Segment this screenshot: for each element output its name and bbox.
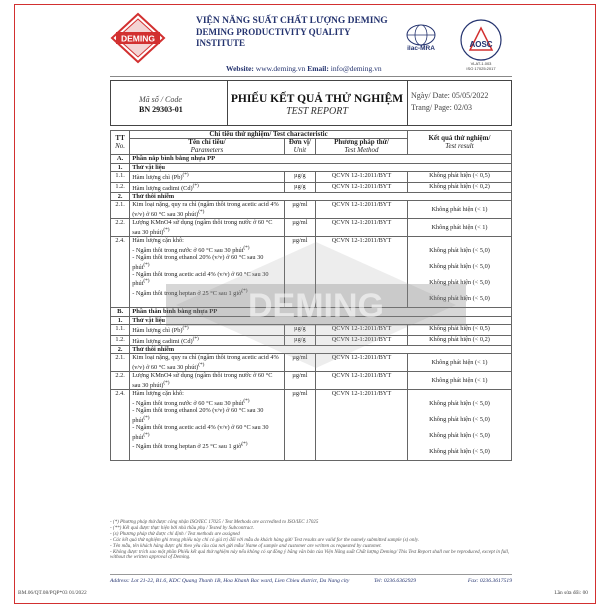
- note: - (**) Kết quả được thực hiện bởi nhà thầu phụ / Tested by Subcontract.: [110, 525, 255, 531]
- fax: Fax: 0236.3617519: [467, 578, 512, 584]
- report-notes: [110, 520, 512, 561]
- report-title-en: TEST REPORT: [286, 106, 348, 117]
- table-row: B. Phần thân bình bằng nhựa PP: [111, 308, 512, 316]
- ilac-mra-logo: [398, 22, 444, 52]
- note: - Các kết quả thử nghiệm ghi trong phiếu này chỉ có giá trị đối với mẫu do khách hàng gửi/ Test results are valid for the namely submitted sample (s) only.: [110, 537, 420, 543]
- svg-text:ilac-MRA: ilac-MRA: [407, 45, 435, 52]
- email-link[interactable]: info@deming.vn: [330, 64, 382, 73]
- results-table: [110, 130, 512, 461]
- report-code: BN 29303-01: [139, 105, 183, 114]
- revision: Lần sửa đổi: 00: [554, 590, 588, 596]
- note: - (*) Phương pháp thử được công nhận ISO/IEC 17025 / Test Methods are accredited to ISO/IEC 17025: [110, 520, 319, 525]
- report-header-box: [110, 80, 512, 126]
- address-footer: [110, 574, 512, 584]
- address: Address: Lot 21-22, B1.6, KDC Quang Thanh 1B, Hoa Khanh Bac ward, Lien Chieu district, Da Nang city: [110, 578, 350, 584]
- table-row: 2. Thử thôi nhiễm: [111, 193, 512, 201]
- table-row: 1. Thử vật liệu: [111, 316, 512, 324]
- contact-line: Website: www.deming.vn Email: info@deming.vn: [226, 64, 382, 73]
- institute-name: [196, 16, 396, 49]
- aosc-accreditation-logo: [452, 16, 510, 72]
- table-row: 2.4. Hàm lượng cặn khô: - Ngâm thôi trong nước ở 60 °C sau 30 phút(*) - Ngâm thôi trong ethanol 20% (v/v) ở 60 °C sau 30 phút(*) - Ngâm thôi trong acetic acid 4% (v/v) ở 60 °C sau 30 phút(*) - Ngâm thôi trong heptan ở 25 °C sau 1 giờ(*) µg/ml QCVN 12-1:2011/BYT Không phát hiện (< 5,0) Không phát hiện (< 5,0) Không phát hiện (< 5,0) Không phát hiện (< 5,0): [111, 237, 512, 308]
- table-row: 1.2. Hàm lượng cadimi (Cd)(*) µg/g QCVN 12-1:2011/BYT Không phát hiện (< 0,2): [111, 182, 512, 193]
- note: - Không được trích sao một phần Phiếu kết quả thử nghiệm này nếu không có sự đồng ý bằng văn bản của Viện Năng suất Chất lượng Deming/ This Test Report shall not be reproduced, except in full, without the written approval of Deming.: [110, 549, 510, 561]
- website-link[interactable]: www.deming.vn: [255, 64, 306, 73]
- report-page: Trang/ Page: 02/03: [411, 103, 473, 112]
- svg-text:DEMING: DEMING: [121, 33, 155, 44]
- svg-text:ISO 17025:2017: ISO 17025:2017: [466, 66, 496, 71]
- svg-text:VLAT-1.003: VLAT-1.003: [470, 61, 492, 66]
- svg-text:DEMING: DEMING: [248, 287, 384, 325]
- table-row: 2.2. Lượng KMnO4 sử dụng (ngâm thôi trong nước ở 60 °C sau 30 phút)(*) µg/ml QCVN 12-1:2011/BYT Không phát hiện (< 1): [111, 372, 512, 390]
- table-row: 1.2. Hàm lượng cadimi (Cd)(*) µg/g QCVN 12-1:2011/BYT Không phát hiện (< 0,2): [111, 335, 512, 346]
- table-row: 2. Thử thôi nhiễm: [111, 346, 512, 354]
- deming-logo: [110, 12, 166, 64]
- table-row: A. Phần nắp bình bằng nhựa PP: [111, 155, 512, 163]
- table-header-row: TT No. Chỉ tiêu thử nghiệm/ Test characteristic Kết quả thử nghiệm/ Test result: [111, 131, 512, 139]
- table-row: 1.1. Hàm lượng chì (Pb)(*) µg/g QCVN 12-1:2011/BYT Không phát hiện (< 0,5): [111, 325, 512, 336]
- institute-name-en: DEMING PRODUCTIVITY QUALITY INSTITUTE: [196, 27, 351, 48]
- table-row: 2.2. Lượng KMnO4 sử dụng (ngâm thôi trong nước ở 60 °C sau 30 phút)(*) µg/ml QCVN 12-1:2011/BYT Không phát hiện (< 1): [111, 219, 512, 237]
- report-title-vn: PHIẾU KẾT QUẢ THỬ NGHIỆM: [230, 93, 404, 105]
- note: - Tên mẫu, tên khách hàng được ghi theo yêu cầu của nơi gửi mẫu/ Name of sample and customer are written as requested by customer.: [110, 543, 382, 549]
- report-code-cell: Mã số / Code BN 29303-01: [111, 81, 228, 125]
- svg-text:AOSC: AOSC: [469, 40, 493, 49]
- table-row: 1. Thử vật liệu: [111, 163, 512, 171]
- header-divider: [110, 76, 512, 77]
- report-date-cell: [407, 81, 511, 125]
- table-row: 2.1. Kim loại nặng, quy ra chì (ngâm thôi trong acetic acid 4% (v/v) ở 60 °C sau 30 phút)(*) µg/ml QCVN 12-1:2011/BYT Không phát hiện (< 1): [111, 354, 512, 372]
- table-row: 1.1. Hàm lượng chì (Pb)(*) µg/g QCVN 12-1:2011/BYT Không phát hiện (< 0,5): [111, 172, 512, 183]
- table-subheader-row: Tên chỉ tiêu/ Parameters Đơn vị/ Unit Phương pháp thử/ Test Method: [111, 139, 512, 155]
- report-date: Ngày/ Date: 05/05/2022: [411, 91, 489, 100]
- form-code: BM.06/QT.08/PQP*03 01/2022: [18, 590, 87, 596]
- report-title-cell: [227, 81, 408, 125]
- institute-name-vn: VIỆN NĂNG SUẤT CHẤT LƯỢNG DEMING: [196, 16, 388, 26]
- telephone: Tel: 0236.6362929: [373, 578, 416, 584]
- table-row: 2.1. Kim loại nặng, quy ra chì (ngâm thôi trong acetic acid 4% (v/v) ở 60 °C sau 30 phút)(*) µg/ml QCVN 12-1:2011/BYT Không phát hiện (< 1): [111, 201, 512, 219]
- note: - (x) Phương pháp thử được chỉ định / Test methods are assigned: [110, 531, 240, 537]
- table-row: 2.4. Hàm lượng cặn khô: - Ngâm thôi trong nước ở 60 °C sau 30 phút(*) - Ngâm thôi trong ethanol 20% (v/v) ở 60 °C sau 30 phút(*) - Ngâm thôi trong acetic acid 4% (v/v) ở 60 °C sau 30 phút(*) - Ngâm thôi trong heptan ở 25 °C sau 1 giờ(*) µg/ml QCVN 12-1:2011/BYT Không phát hiện (< 5,0) Không phát hiện (< 5,0) Không phát hiện (< 5,0) Không phát hiện (< 5,0): [111, 390, 512, 461]
